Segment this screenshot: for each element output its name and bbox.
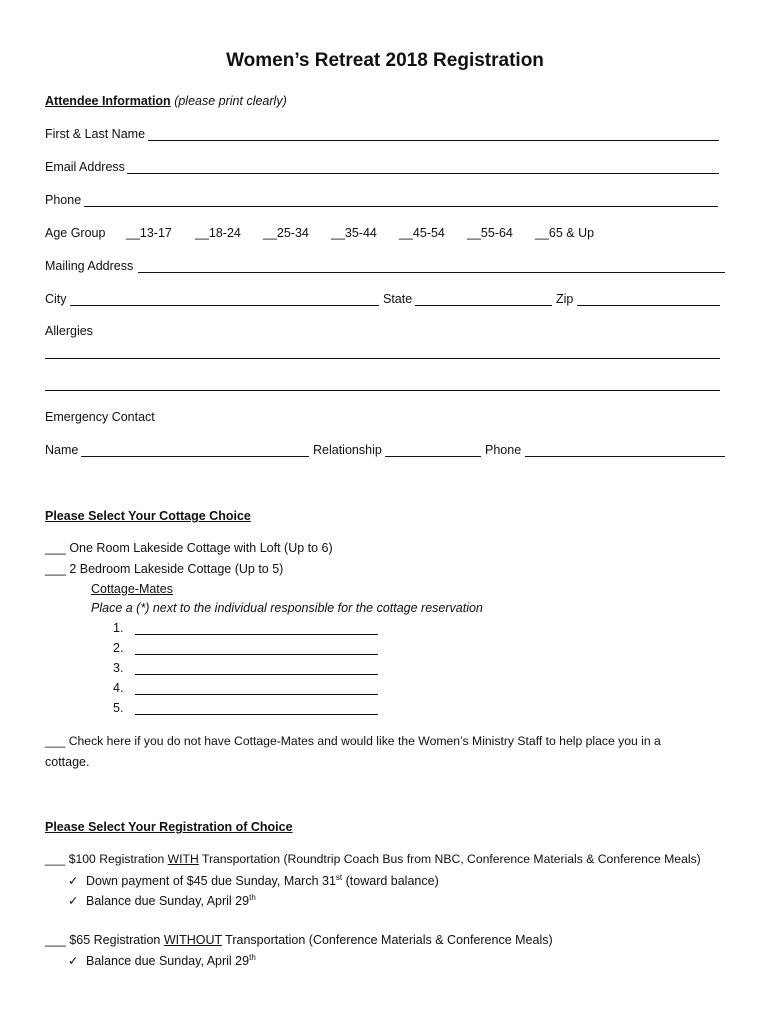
- no-cottage-mates-line-2: cottage.: [45, 755, 90, 769]
- balance-due-text: Balance due Sunday, April 29: [86, 954, 250, 969]
- email-label: Email Address: [45, 160, 125, 174]
- balance-due-text: Balance due Sunday, April 29: [86, 894, 250, 909]
- cottage-option-2-bedroom[interactable]: ___ 2 Bedroom Lakeside Cottage (Up to 5): [45, 562, 284, 576]
- down-payment-tail: (toward balance): [342, 874, 439, 889]
- state-field[interactable]: [415, 305, 552, 306]
- cottage-mate-field-2[interactable]: [135, 654, 378, 655]
- ordinal-suffix: th: [249, 953, 256, 962]
- cottage-choice-heading: Please Select Your Cottage Choice: [45, 509, 251, 523]
- cottage-mates-note: Place a (*) next to the individual responsible for the cottage reservation: [91, 601, 483, 615]
- cottage-mate-number: 5.: [113, 701, 124, 715]
- age-option-55-64[interactable]: __55-64: [467, 226, 513, 240]
- age-option-18-24[interactable]: __18-24: [195, 226, 241, 240]
- check-icon: ✓: [68, 894, 79, 909]
- registration-option-without-transport[interactable]: [45, 933, 553, 947]
- age-option-65-up[interactable]: __65 & Up: [535, 226, 595, 240]
- check-icon: ✓: [68, 874, 79, 889]
- age-option-13-17[interactable]: __13-17: [126, 226, 172, 240]
- cottage-mates-heading: Cottage-Mates: [91, 582, 173, 596]
- registration-option-prefix: ___ $100 Registration: [45, 852, 168, 866]
- attendee-info-heading: Attendee Information: [45, 94, 171, 108]
- emergency-phone-field[interactable]: [525, 456, 725, 457]
- emergency-contact-heading: Emergency Contact: [45, 410, 155, 424]
- registration-option-prefix: ___ $65 Registration: [45, 933, 164, 947]
- no-cottage-mates-checkbox[interactable]: ___ Check here if you do not have Cottage-Mates and would like the Women’s Ministry Staff to help place you in a: [45, 734, 661, 748]
- emergency-phone-label: Phone: [485, 443, 522, 457]
- down-payment-text: Down payment of $45 due Sunday, March 31: [86, 874, 336, 889]
- registration-choice-heading: Please Select Your Registration of Choice: [45, 820, 293, 834]
- age-option-25-34[interactable]: __25-34: [263, 226, 309, 240]
- registration-option-suffix: Transportation (Roundtrip Coach Bus from NBC, Conference Materials & Conference Meals): [198, 852, 701, 866]
- page-title: Women’s Retreat 2018 Registration: [226, 50, 544, 71]
- cottage-mate-number: 1.: [113, 621, 124, 635]
- cottage-mate-field-1[interactable]: [135, 634, 378, 635]
- zip-label: Zip: [556, 292, 574, 306]
- registration-option-with-transport[interactable]: [45, 852, 701, 866]
- age-option-45-54[interactable]: __45-54: [399, 226, 445, 240]
- cottage-mate-field-5[interactable]: [135, 714, 378, 715]
- payment-bullet: [68, 953, 256, 968]
- cottage-option-lakeside-loft[interactable]: ___ One Room Lakeside Cottage with Loft (Up to 6): [45, 541, 333, 555]
- ordinal-suffix: th: [249, 893, 256, 902]
- mailing-address-label: Mailing Address: [45, 259, 134, 273]
- age-option-35-44[interactable]: __35-44: [331, 226, 377, 240]
- check-icon: ✓: [68, 954, 79, 969]
- age-group-label: Age Group: [45, 226, 106, 240]
- payment-bullet: [68, 873, 439, 888]
- attendee-info-heading-row: [45, 94, 287, 108]
- emergency-name-label: Name: [45, 443, 79, 457]
- city-label: City: [45, 292, 67, 306]
- city-field[interactable]: [70, 305, 379, 306]
- allergies-field-line-1[interactable]: [45, 358, 720, 359]
- registration-option-suffix: Transportation (Conference Materials & Conference Meals): [221, 933, 553, 947]
- emergency-relationship-label: Relationship: [313, 443, 382, 457]
- state-label: State: [383, 292, 413, 306]
- name-field[interactable]: [148, 140, 719, 141]
- phone-label: Phone: [45, 193, 82, 207]
- payment-bullet: [68, 893, 256, 908]
- allergies-label: Allergies: [45, 324, 93, 338]
- emergency-relationship-field[interactable]: [385, 456, 481, 457]
- allergies-field-line-2[interactable]: [45, 390, 720, 391]
- cottage-mate-field-4[interactable]: [135, 694, 378, 695]
- cottage-mate-number: 3.: [113, 661, 124, 675]
- print-clearly-note: (please print clearly): [174, 94, 287, 108]
- cottage-mate-number: 2.: [113, 641, 124, 655]
- emergency-name-field[interactable]: [81, 456, 309, 457]
- phone-field[interactable]: [84, 206, 718, 207]
- zip-field[interactable]: [577, 305, 720, 306]
- ordinal-suffix: st: [335, 873, 343, 882]
- with-emphasis: WITH: [167, 852, 199, 866]
- without-emphasis: WITHOUT: [163, 933, 222, 947]
- mailing-address-field[interactable]: [138, 272, 725, 273]
- name-label: First & Last Name: [45, 127, 146, 141]
- cottage-mate-number: 4.: [113, 681, 124, 695]
- email-field[interactable]: [127, 173, 719, 174]
- cottage-mate-field-3[interactable]: [135, 674, 378, 675]
